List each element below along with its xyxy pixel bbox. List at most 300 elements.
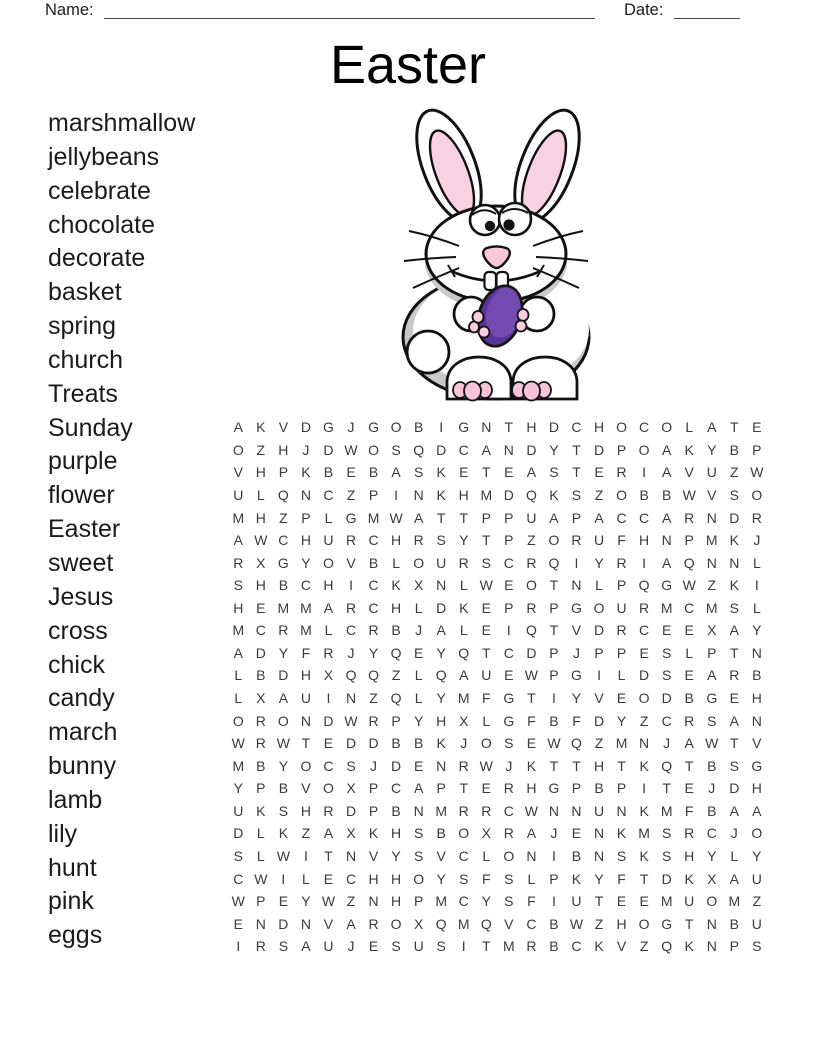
grid-letter[interactable]: G [345, 509, 357, 526]
grid-letter[interactable]: K [436, 735, 446, 752]
grid-letter[interactable]: N [300, 712, 311, 729]
grid-letter[interactable]: P [616, 577, 627, 594]
grid-letter[interactable]: U [436, 554, 447, 571]
grid-letter[interactable]: I [439, 419, 444, 436]
grid-letter[interactable]: G [323, 419, 334, 436]
grid-letter[interactable]: E [504, 464, 514, 481]
grid-letter[interactable]: N [593, 847, 605, 864]
grid-letter[interactable]: L [414, 599, 423, 616]
grid-letter[interactable]: A [729, 622, 739, 639]
grid-letter[interactable]: T [594, 893, 604, 910]
grid-letter[interactable]: Z [752, 893, 762, 910]
grid-letter[interactable]: P [616, 441, 627, 458]
grid-letter[interactable]: R [458, 757, 469, 774]
grid-letter[interactable]: K [616, 825, 627, 842]
grid-letter[interactable]: A [594, 509, 604, 526]
grid-letter[interactable]: O [458, 825, 470, 842]
grid-letter[interactable]: R [323, 644, 334, 661]
grid-letter[interactable]: F [527, 712, 536, 729]
grid-letter[interactable]: Q [480, 915, 492, 932]
grid-letter[interactable]: E [346, 464, 356, 481]
grid-letter[interactable]: M [638, 825, 650, 842]
grid-letter[interactable]: C [368, 599, 379, 616]
grid-letter[interactable]: S [436, 938, 446, 955]
grid-letter[interactable]: V [752, 735, 762, 752]
grid-letter[interactable]: J [347, 419, 355, 436]
grid-letter[interactable]: C [255, 622, 266, 639]
grid-letter[interactable]: Y [594, 554, 604, 571]
grid-letter[interactable]: J [505, 757, 513, 774]
grid-letter[interactable]: O [232, 712, 244, 729]
grid-letter[interactable]: U [616, 599, 627, 616]
grid-letter[interactable]: G [458, 419, 470, 436]
grid-letter[interactable]: Y [594, 870, 604, 887]
grid-letter[interactable]: N [639, 735, 650, 752]
grid-letter[interactable]: W [389, 509, 403, 526]
grid-letter[interactable]: E [481, 599, 491, 616]
grid-letter[interactable]: E [684, 780, 694, 797]
grid-letter[interactable]: J [753, 532, 761, 549]
grid-letter[interactable]: R [345, 532, 357, 549]
grid-letter[interactable]: T [662, 780, 671, 797]
grid-letter[interactable]: B [278, 780, 289, 797]
grid-letter[interactable]: O [751, 486, 763, 503]
grid-letter[interactable]: S [504, 870, 514, 887]
grid-letter[interactable]: V [346, 554, 356, 571]
grid-letter[interactable]: S [729, 757, 739, 774]
grid-letter[interactable]: T [639, 870, 649, 887]
grid-letter[interactable]: W [276, 847, 290, 864]
grid-letter[interactable]: J [347, 644, 355, 661]
grid-letter[interactable]: M [457, 915, 470, 932]
grid-letter[interactable]: L [685, 419, 694, 436]
grid-letter[interactable]: X [256, 554, 266, 571]
grid-letter[interactable]: D [526, 441, 537, 458]
grid-letter[interactable]: H [593, 757, 605, 774]
grid-letter[interactable]: C [391, 780, 402, 797]
grid-letter[interactable]: R [503, 825, 514, 842]
grid-letter[interactable]: A [684, 735, 694, 752]
grid-letter[interactable]: A [391, 464, 401, 481]
grid-letter[interactable]: E [661, 622, 672, 639]
grid-letter[interactable]: M [232, 757, 245, 774]
grid-letter[interactable]: R [616, 554, 627, 571]
grid-letter[interactable]: H [391, 825, 402, 842]
grid-letter[interactable]: R [458, 554, 469, 571]
grid-letter[interactable]: X [413, 577, 424, 594]
grid-letter[interactable]: I [326, 690, 331, 707]
grid-letter[interactable]: G [503, 690, 515, 707]
grid-letter[interactable]: A [729, 802, 739, 819]
grid-letter[interactable]: F [482, 870, 491, 887]
grid-letter[interactable]: S [661, 825, 672, 842]
grid-letter[interactable]: D [661, 870, 672, 887]
grid-letter[interactable]: U [684, 893, 695, 910]
grid-letter[interactable]: Z [639, 938, 649, 955]
grid-letter[interactable]: I [506, 622, 511, 639]
grid-letter[interactable]: E [752, 419, 762, 436]
grid-letter[interactable]: H [526, 780, 537, 797]
grid-letter[interactable]: C [526, 915, 537, 932]
grid-letter[interactable]: T [572, 441, 581, 458]
grid-letter[interactable]: M [300, 599, 312, 616]
grid-letter[interactable]: R [278, 622, 289, 639]
grid-letter[interactable]: W [254, 532, 268, 549]
grid-letter[interactable]: P [256, 893, 266, 910]
grid-letter[interactable]: O [368, 441, 379, 458]
grid-letter[interactable]: Q [390, 690, 402, 707]
grid-letter[interactable]: O [661, 419, 673, 436]
grid-letter[interactable]: Y [436, 690, 446, 707]
grid-letter[interactable]: J [730, 825, 738, 842]
grid-letter[interactable]: B [323, 464, 334, 481]
grid-letter[interactable]: D [323, 441, 334, 458]
grid-letter[interactable]: N [706, 915, 717, 932]
grid-letter[interactable]: O [277, 712, 289, 729]
grid-letter[interactable]: O [616, 419, 628, 436]
grid-letter[interactable]: S [413, 847, 424, 864]
grid-letter[interactable]: M [435, 893, 448, 910]
grid-letter[interactable]: P [256, 780, 266, 797]
grid-letter[interactable]: Q [413, 441, 425, 458]
grid-letter[interactable]: N [571, 577, 582, 594]
grid-letter[interactable]: P [616, 780, 627, 797]
grid-letter[interactable]: R [255, 735, 266, 752]
grid-letter[interactable]: T [436, 509, 446, 526]
grid-letter[interactable]: P [436, 780, 446, 797]
grid-letter[interactable]: Y [436, 644, 446, 661]
grid-letter[interactable]: F [527, 893, 536, 910]
grid-letter[interactable]: L [752, 554, 761, 571]
grid-letter[interactable]: K [684, 441, 694, 458]
grid-letter[interactable]: K [571, 870, 582, 887]
grid-letter[interactable]: B [256, 757, 266, 774]
grid-letter[interactable]: G [571, 599, 582, 616]
grid-letter[interactable]: M [232, 622, 245, 639]
grid-letter[interactable]: T [549, 577, 559, 594]
grid-letter[interactable]: W [344, 712, 358, 729]
grid-letter[interactable]: F [617, 870, 626, 887]
date-line[interactable] [674, 3, 740, 19]
grid-letter[interactable]: O [413, 870, 425, 887]
grid-letter[interactable]: L [730, 847, 739, 864]
grid-letter[interactable]: K [256, 802, 266, 819]
grid-letter[interactable]: L [459, 577, 468, 594]
grid-letter[interactable]: K [436, 486, 446, 503]
grid-letter[interactable]: P [504, 532, 514, 549]
grid-letter[interactable]: C [706, 825, 717, 842]
grid-letter[interactable]: S [391, 938, 401, 955]
grid-letter[interactable]: Y [436, 870, 446, 887]
grid-letter[interactable]: H [255, 577, 266, 594]
grid-letter[interactable]: N [503, 441, 514, 458]
grid-letter[interactable]: Z [391, 667, 401, 684]
grid-letter[interactable]: C [233, 870, 244, 887]
grid-letter[interactable]: S [504, 893, 514, 910]
grid-letter[interactable]: U [751, 870, 762, 887]
grid-letter[interactable]: K [436, 464, 446, 481]
grid-letter[interactable]: N [345, 847, 357, 864]
grid-letter[interactable]: A [526, 825, 537, 842]
grid-letter[interactable]: E [413, 644, 424, 661]
grid-letter[interactable]: T [301, 735, 311, 752]
grid-letter[interactable]: A [459, 667, 469, 684]
grid-letter[interactable]: B [684, 690, 694, 707]
grid-letter[interactable]: Z [639, 712, 649, 729]
grid-letter[interactable]: H [391, 532, 402, 549]
grid-letter[interactable]: B [413, 735, 424, 752]
grid-letter[interactable]: M [367, 509, 380, 526]
grid-letter[interactable]: W [479, 577, 493, 594]
grid-letter[interactable]: D [345, 802, 357, 819]
grid-letter[interactable]: D [323, 712, 334, 729]
grid-letter[interactable]: S [707, 712, 717, 729]
grid-letter[interactable]: E [729, 690, 739, 707]
grid-letter[interactable]: O [706, 893, 718, 910]
grid-letter[interactable]: C [684, 599, 695, 616]
grid-letter[interactable]: C [616, 509, 627, 526]
grid-letter[interactable]: Y [278, 644, 289, 661]
grid-letter[interactable]: P [549, 644, 559, 661]
grid-letter[interactable]: M [277, 599, 290, 616]
grid-letter[interactable]: C [458, 847, 469, 864]
grid-letter[interactable]: P [504, 509, 514, 526]
grid-letter[interactable]: I [754, 577, 759, 594]
grid-letter[interactable]: O [503, 847, 515, 864]
grid-letter[interactable]: T [482, 532, 491, 549]
grid-letter[interactable]: D [729, 509, 740, 526]
grid-letter[interactable]: Y [752, 847, 762, 864]
grid-letter[interactable]: A [346, 915, 356, 932]
grid-letter[interactable]: J [460, 735, 468, 752]
grid-letter[interactable]: B [707, 757, 717, 774]
grid-letter[interactable]: K [459, 599, 469, 616]
grid-letter[interactable]: C [368, 532, 379, 549]
grid-letter[interactable]: T [572, 757, 581, 774]
grid-letter[interactable]: R [639, 599, 650, 616]
grid-letter[interactable]: M [660, 893, 673, 910]
grid-letter[interactable]: U [706, 464, 717, 481]
grid-letter[interactable]: L [324, 509, 333, 526]
grid-letter[interactable]: N [345, 690, 357, 707]
grid-letter[interactable]: R [616, 464, 627, 481]
grid-letter[interactable]: X [459, 712, 469, 729]
grid-letter[interactable]: E [481, 780, 491, 797]
grid-letter[interactable]: R [413, 532, 424, 549]
grid-letter[interactable]: P [729, 938, 739, 955]
grid-letter[interactable]: O [390, 419, 402, 436]
grid-letter[interactable]: P [549, 599, 559, 616]
grid-letter[interactable]: R [323, 802, 334, 819]
grid-letter[interactable]: S [729, 486, 739, 503]
grid-letter[interactable]: Q [525, 486, 537, 503]
grid-letter[interactable]: L [256, 825, 265, 842]
grid-letter[interactable]: E [323, 870, 334, 887]
grid-letter[interactable]: D [300, 419, 311, 436]
grid-letter[interactable]: Y [368, 644, 379, 661]
grid-letter[interactable]: V [684, 464, 694, 481]
grid-letter[interactable]: Y [233, 780, 243, 797]
grid-letter[interactable]: P [707, 644, 717, 661]
grid-letter[interactable]: Z [256, 441, 266, 458]
grid-letter[interactable]: H [391, 599, 402, 616]
grid-letter[interactable]: E [616, 690, 627, 707]
grid-letter[interactable]: C [323, 486, 334, 503]
grid-letter[interactable]: Y [752, 622, 762, 639]
grid-letter[interactable]: A [661, 441, 672, 458]
grid-letter[interactable]: H [751, 690, 762, 707]
grid-letter[interactable]: F [482, 690, 491, 707]
grid-letter[interactable]: L [685, 644, 694, 661]
grid-letter[interactable]: S [481, 554, 491, 571]
grid-letter[interactable]: E [459, 464, 469, 481]
grid-letter[interactable]: K [639, 757, 649, 774]
grid-letter[interactable]: X [256, 690, 266, 707]
grid-letter[interactable]: S [391, 441, 401, 458]
grid-letter[interactable]: C [639, 509, 650, 526]
grid-letter[interactable]: U [593, 802, 605, 819]
grid-letter[interactable]: R [729, 667, 740, 684]
grid-letter[interactable]: X [346, 780, 356, 797]
grid-letter[interactable]: C [345, 870, 357, 887]
grid-letter[interactable]: Q [458, 644, 470, 661]
grid-letter[interactable]: R [368, 915, 379, 932]
grid-letter[interactable]: B [391, 735, 401, 752]
grid-letter[interactable]: P [278, 464, 289, 481]
grid-letter[interactable]: D [503, 486, 514, 503]
grid-letter[interactable]: Z [594, 735, 604, 752]
grid-letter[interactable]: W [276, 735, 290, 752]
grid-letter[interactable]: L [617, 667, 626, 684]
grid-letter[interactable]: G [548, 780, 560, 797]
grid-letter[interactable]: A [436, 622, 446, 639]
grid-letter[interactable]: E [684, 622, 694, 639]
grid-letter[interactable]: S [661, 667, 672, 684]
grid-letter[interactable]: K [594, 938, 604, 955]
grid-letter[interactable]: R [616, 622, 627, 639]
grid-letter[interactable]: Y [301, 554, 311, 571]
grid-letter[interactable]: T [482, 644, 491, 661]
grid-letter[interactable]: O [638, 915, 650, 932]
grid-letter[interactable]: E [639, 644, 649, 661]
grid-letter[interactable]: W [524, 802, 538, 819]
grid-letter[interactable]: T [459, 509, 469, 526]
grid-letter[interactable]: A [233, 419, 243, 436]
grid-letter[interactable]: K [301, 464, 311, 481]
grid-letter[interactable]: Y [571, 690, 582, 707]
grid-letter[interactable]: Q [661, 757, 673, 774]
grid-letter[interactable]: Y [459, 532, 469, 549]
grid-letter[interactable]: D [548, 419, 559, 436]
grid-letter[interactable]: D [255, 644, 266, 661]
grid-letter[interactable]: Y [413, 712, 424, 729]
grid-letter[interactable]: O [300, 757, 312, 774]
grid-letter[interactable]: P [368, 802, 379, 819]
grid-letter[interactable]: N [548, 802, 559, 819]
grid-letter[interactable]: Q [435, 915, 447, 932]
grid-letter[interactable]: E [684, 667, 694, 684]
grid-letter[interactable]: P [549, 870, 559, 887]
grid-letter[interactable]: C [571, 419, 582, 436]
grid-letter[interactable]: R [526, 554, 537, 571]
grid-letter[interactable]: P [391, 712, 401, 729]
grid-letter[interactable]: J [415, 622, 423, 639]
grid-letter[interactable]: O [323, 780, 334, 797]
grid-letter[interactable]: O [232, 441, 244, 458]
grid-letter[interactable]: N [436, 577, 447, 594]
grid-letter[interactable]: Q [277, 486, 289, 503]
grid-letter[interactable]: Z [707, 577, 717, 594]
grid-letter[interactable]: I [551, 847, 556, 864]
grid-letter[interactable]: Q [683, 554, 695, 571]
grid-letter[interactable]: P [368, 486, 379, 503]
grid-letter[interactable]: K [368, 825, 379, 842]
grid-letter[interactable]: O [751, 825, 763, 842]
grid-letter[interactable]: X [707, 870, 717, 887]
grid-letter[interactable]: F [301, 644, 311, 661]
grid-letter[interactable]: N [593, 825, 605, 842]
grid-letter[interactable]: T [549, 757, 559, 774]
grid-letter[interactable]: Y [707, 847, 717, 864]
grid-letter[interactable]: H [526, 419, 537, 436]
grid-letter[interactable]: N [751, 644, 762, 661]
grid-letter[interactable]: B [391, 622, 401, 639]
grid-letter[interactable]: F [617, 532, 626, 549]
grid-letter[interactable]: N [706, 938, 717, 955]
grid-letter[interactable]: R [255, 938, 266, 955]
grid-letter[interactable]: T [504, 419, 514, 436]
grid-letter[interactable]: X [346, 825, 356, 842]
grid-letter[interactable]: L [324, 622, 333, 639]
grid-letter[interactable]: R [368, 712, 379, 729]
grid-letter[interactable]: R [684, 509, 695, 526]
grid-letter[interactable]: B [549, 712, 559, 729]
grid-letter[interactable]: I [281, 870, 286, 887]
grid-letter[interactable]: D [233, 825, 244, 842]
grid-letter[interactable]: S [549, 464, 559, 481]
grid-letter[interactable]: A [752, 802, 762, 819]
grid-letter[interactable]: H [300, 802, 311, 819]
grid-letter[interactable]: X [481, 825, 491, 842]
grid-letter[interactable]: R [751, 509, 762, 526]
grid-letter[interactable]: V [301, 780, 311, 797]
grid-letter[interactable]: I [642, 554, 647, 571]
grid-letter[interactable]: M [660, 802, 673, 819]
grid-letter[interactable]: T [730, 644, 739, 661]
grid-letter[interactable]: T [617, 757, 626, 774]
grid-letter[interactable]: Y [707, 441, 717, 458]
grid-letter[interactable]: N [413, 486, 424, 503]
grid-letter[interactable]: I [394, 486, 399, 503]
grid-letter[interactable]: U [481, 667, 492, 684]
grid-letter[interactable]: J [663, 735, 671, 752]
grid-letter[interactable]: M [660, 599, 673, 616]
grid-letter[interactable]: N [300, 486, 311, 503]
grid-letter[interactable]: J [370, 757, 378, 774]
grid-letter[interactable]: Q [390, 644, 402, 661]
grid-letter[interactable]: H [278, 441, 289, 458]
grid-letter[interactable]: U [526, 509, 537, 526]
grid-letter[interactable]: Q [638, 577, 650, 594]
grid-letter[interactable]: P [413, 893, 424, 910]
grid-letter[interactable]: N [436, 757, 447, 774]
grid-letter[interactable]: W [750, 464, 764, 481]
grid-letter[interactable]: N [571, 802, 582, 819]
grid-letter[interactable]: V [594, 690, 604, 707]
grid-letter[interactable]: O [413, 554, 425, 571]
grid-letter[interactable]: S [616, 847, 627, 864]
grid-letter[interactable]: M [705, 532, 718, 549]
